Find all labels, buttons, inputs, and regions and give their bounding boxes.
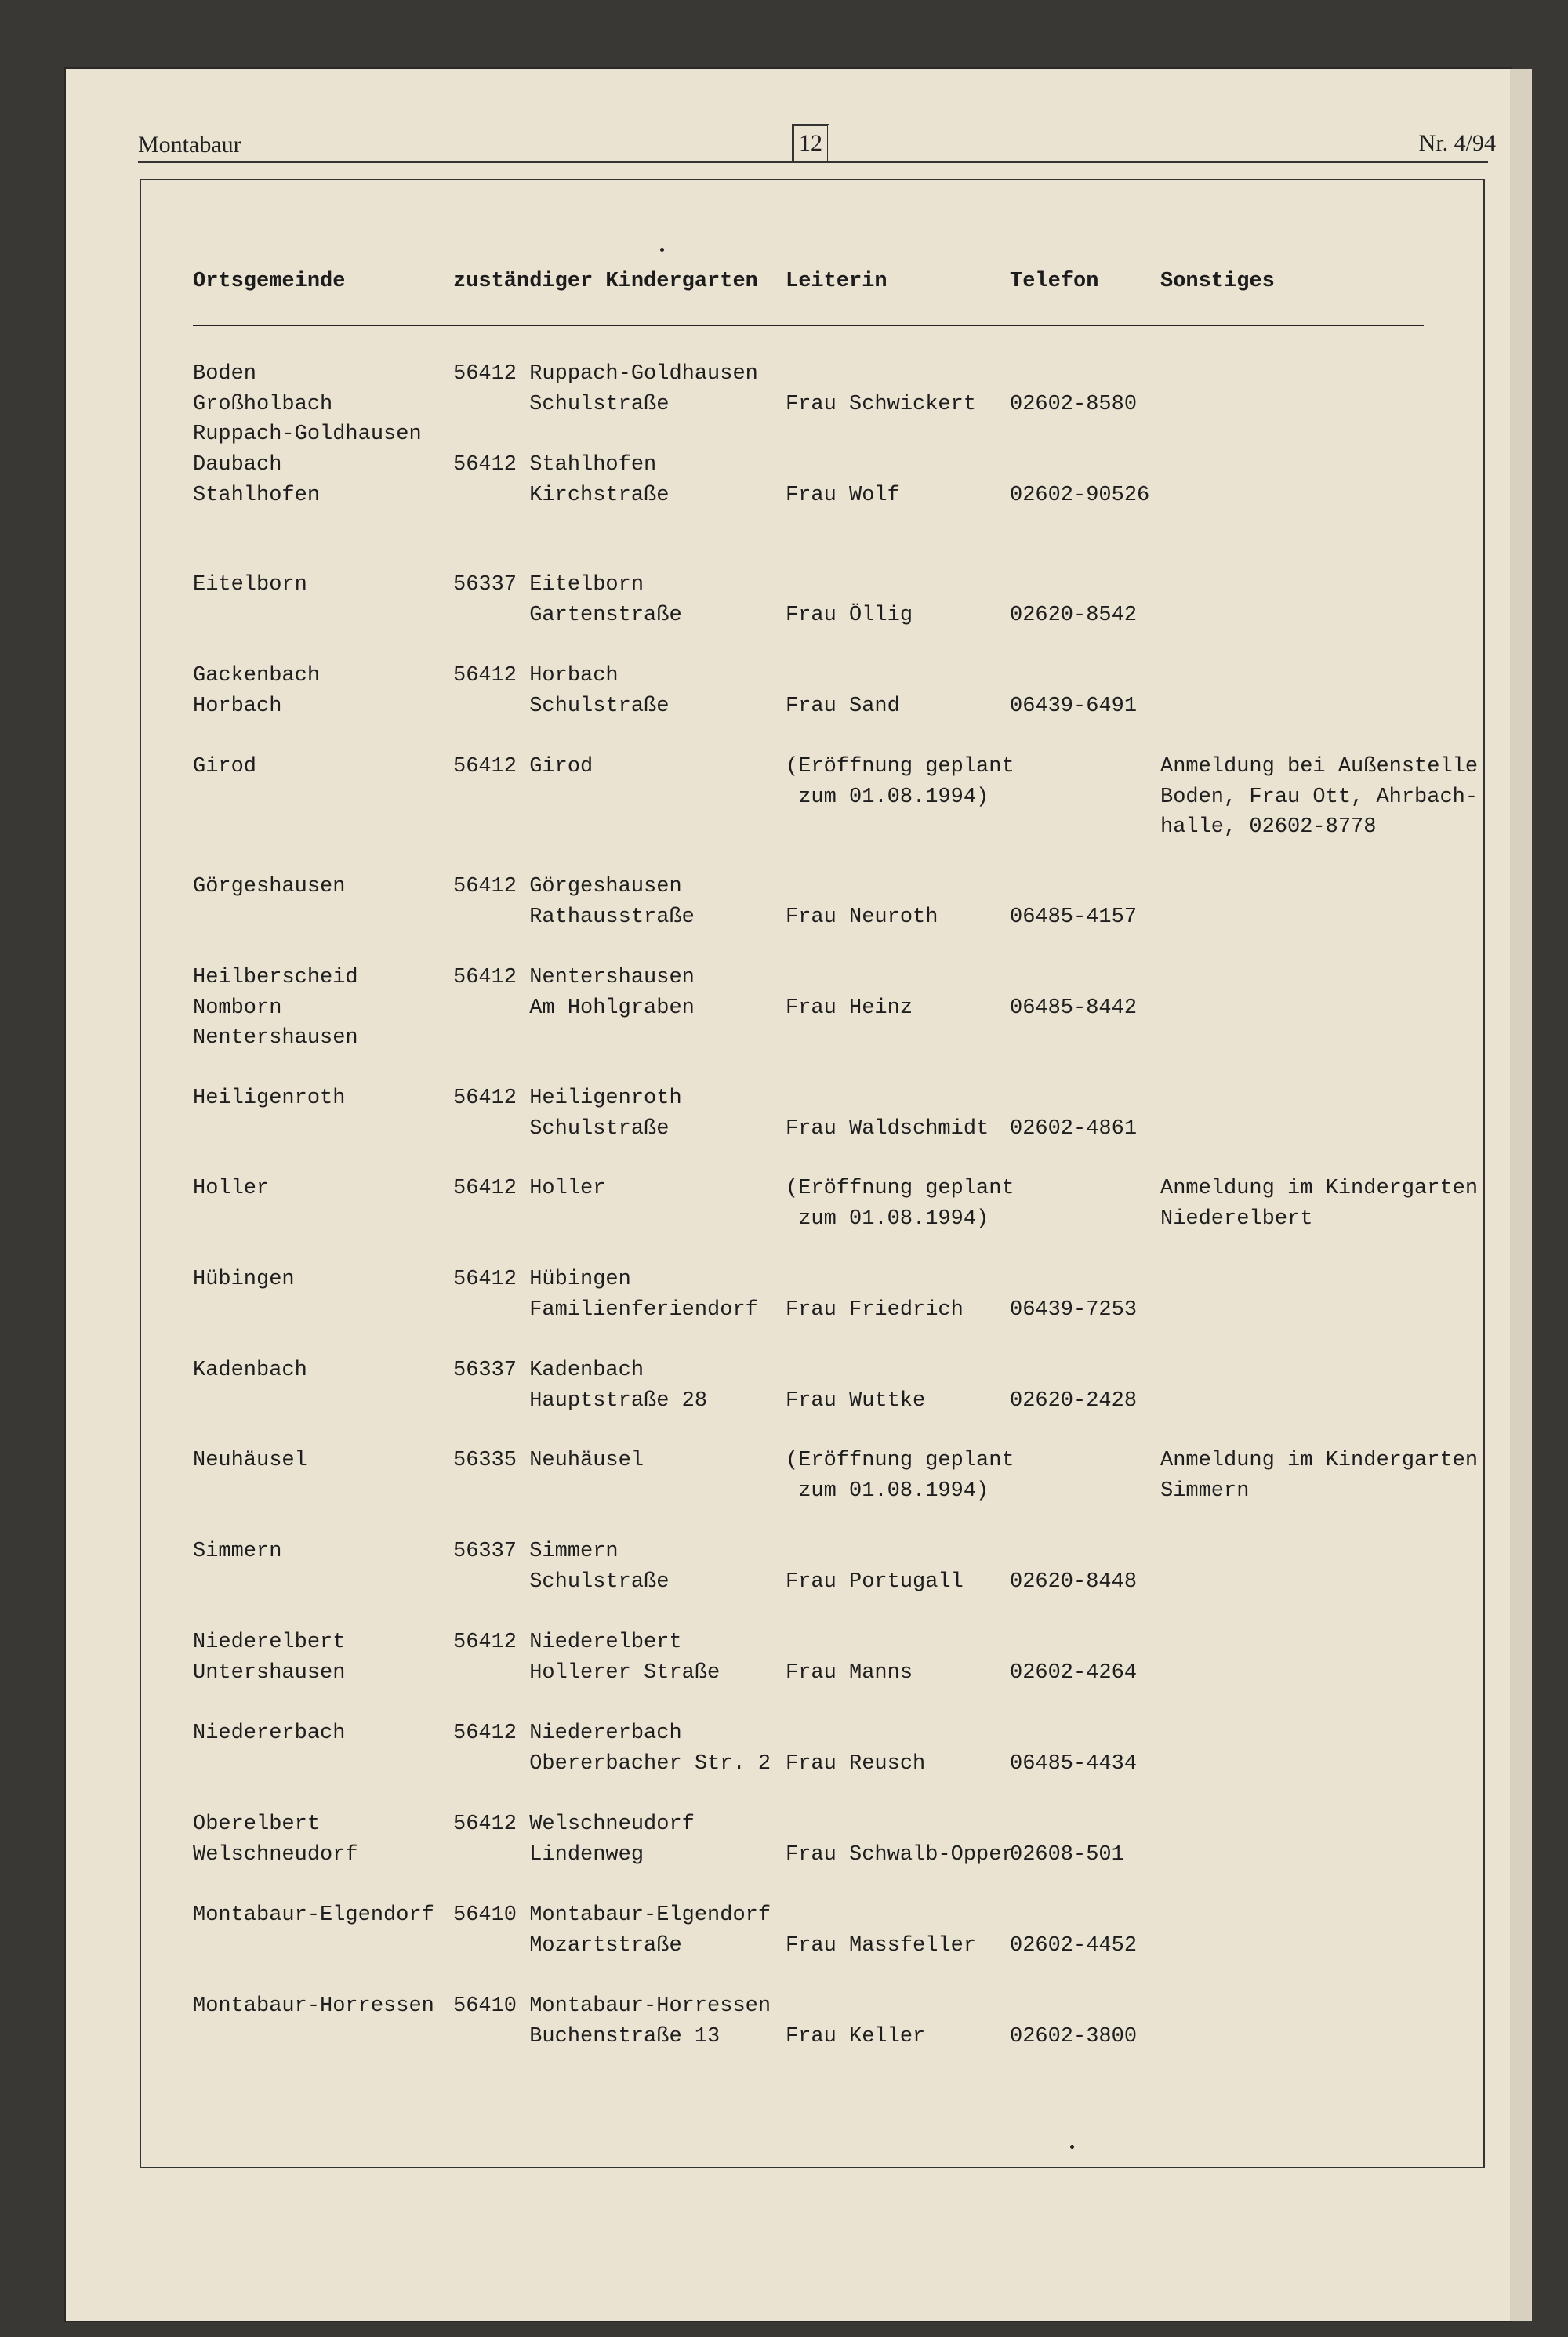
cell-telefon: 02620-2428	[1010, 1388, 1138, 1413]
cell-kiga: 56412 Girod	[453, 755, 593, 778]
cell-leiterin: Frau Heinz	[786, 996, 913, 1020]
cell-leiterin: Frau Wuttke	[786, 1388, 926, 1413]
cell-leiterin: (Eröffnung geplant zum 01.08.1994)	[786, 1449, 1014, 1503]
cell-kiga: 56412 Niedererbach Obererbacher Str. 2	[453, 1722, 771, 1776]
cell-telefon: 02602-4452	[1010, 1933, 1138, 1958]
cell-ort: Eitelborn	[193, 573, 307, 597]
column-header-kindergarten: zuständiger Kindergarten	[453, 270, 758, 293]
header-issue: Nr. 4/94	[1418, 130, 1496, 156]
cell-ort: Heilberscheid Nomborn Nentershausen	[193, 966, 358, 1051]
cell-telefon: 06485-4434	[1010, 1751, 1138, 1776]
cell-leiterin: Frau Sand	[786, 694, 900, 718]
cell-leiterin: Frau Schwalb-Opper	[786, 1842, 1014, 1867]
cell-telefon: 06485-4157	[1010, 905, 1138, 929]
cell-telefon: 02608-501	[1010, 1842, 1124, 1867]
cell-telefon: 02620-8448	[1010, 1569, 1138, 1594]
cell-kiga: 56412 Nentershausen Am Hohlgraben	[453, 966, 695, 1020]
column-header-ortsgemeinde: Ortsgemeinde	[193, 270, 346, 293]
cell-leiterin: Frau Neuroth	[786, 905, 938, 929]
cell-ort: Niedererbach	[193, 1722, 346, 1745]
cell-kiga: 56412 Niederelbert Hollerer Straße	[453, 1631, 720, 1685]
cell-kiga: 56410 Montabaur-Horressen Buchenstraße 13	[453, 1994, 771, 2049]
cell-ort: Heiligenroth	[193, 1087, 346, 1110]
cell-ort: Görgeshausen	[193, 875, 346, 898]
cell-telefon: 06439-7253	[1010, 1297, 1138, 1322]
cell-telefon: 02602-3800	[1010, 2024, 1138, 2049]
cell-leiterin: Frau Wolf	[786, 483, 900, 507]
cell-sonstiges: Anmeldung bei Außenstelle Boden, Frau Ott, Ahrbach- halle, 02602-8778	[1160, 755, 1479, 840]
cell-telefon: 02602-90526	[1010, 483, 1150, 507]
cell-ort: Holler	[193, 1177, 270, 1200]
cell-kiga: 56412 Ruppach-Goldhausen Schulstraße	[453, 362, 758, 416]
header-rule	[138, 161, 1488, 163]
cell-ort: Daubach Stahlhofen	[193, 453, 321, 507]
cell-kiga: 56412 Hübingen Familienferiendorf	[453, 1268, 758, 1322]
cell-ort: Girod	[193, 755, 257, 778]
cell-kiga: 56335 Neuhäusel	[453, 1449, 644, 1472]
cell-ort: Gackenbach Horbach	[193, 664, 321, 718]
cell-ort: Montabaur-Horressen	[193, 1994, 434, 2018]
cell-leiterin: Frau Schwickert	[786, 392, 977, 416]
cell-telefon: 02602-4861	[1010, 1116, 1138, 1141]
cell-leiterin: Frau Portugall	[786, 1569, 964, 1594]
cell-sonstiges: Anmeldung im Kindergarten Niederelbert	[1160, 1177, 1479, 1231]
cell-leiterin: (Eröffnung geplant zum 01.08.1994)	[786, 755, 1014, 809]
speck	[660, 248, 664, 252]
cell-leiterin: (Eröffnung geplant zum 01.08.1994)	[786, 1177, 1014, 1231]
cell-ort: Simmern	[193, 1540, 282, 1563]
cell-leiterin: Frau Friedrich	[786, 1297, 964, 1322]
cell-kiga: 56412 Holler	[453, 1177, 606, 1200]
cell-kiga: 56410 Montabaur-Elgendorf Mozartstraße	[453, 1903, 771, 1958]
cell-ort: Boden Großholbach Ruppach-Goldhausen	[193, 362, 422, 447]
cell-telefon: 02602-8580	[1010, 392, 1138, 416]
column-header-telefon: Telefon	[1010, 270, 1099, 293]
cell-kiga: 56337 Simmern Schulstraße	[453, 1540, 670, 1594]
header-page-number: 12	[792, 124, 829, 163]
cell-kiga: 56337 Kadenbach Hauptstraße 28	[453, 1359, 708, 1413]
cell-leiterin: Frau Keller	[786, 2024, 926, 2049]
cell-ort: Oberelbert Welschneudorf	[193, 1813, 358, 1867]
speck	[1070, 2145, 1074, 2149]
cell-kiga: 56412 Horbach Schulstraße	[453, 664, 670, 718]
cell-telefon: 02602-4264	[1010, 1660, 1138, 1685]
cell-kiga: 56412 Görgeshausen Rathausstraße	[453, 875, 695, 929]
cell-telefon: 06485-8442	[1010, 996, 1138, 1020]
cell-ort: Hübingen	[193, 1268, 295, 1291]
cell-sonstiges: Anmeldung im Kindergarten Simmern	[1160, 1449, 1479, 1503]
cell-leiterin: Frau Manns	[786, 1660, 913, 1685]
cell-ort: Kadenbach	[193, 1359, 307, 1382]
cell-ort: Montabaur-Elgendorf	[193, 1903, 434, 1927]
column-header-rule	[193, 325, 1424, 326]
cell-kiga: 56412 Welschneudorf Lindenweg	[453, 1813, 695, 1867]
cell-leiterin: Frau Massfeller	[786, 1933, 977, 1958]
cell-leiterin: Frau Öllig	[786, 603, 913, 627]
column-header-sonstiges: Sonstiges	[1160, 270, 1275, 293]
cell-kiga: 56412 Stahlhofen Kirchstraße	[453, 453, 670, 507]
cell-leiterin: Frau Reusch	[786, 1751, 926, 1776]
cell-telefon: 02620-8542	[1010, 603, 1138, 627]
cell-ort: Neuhäusel	[193, 1449, 307, 1472]
column-header-leiterin: Leiterin	[786, 270, 887, 293]
cell-kiga: 56337 Eitelborn Gartenstraße	[453, 573, 682, 627]
cell-telefon: 06439-6491	[1010, 694, 1138, 718]
header-place: Montabaur	[138, 132, 241, 158]
cell-kiga: 56412 Heiligenroth Schulstraße	[453, 1087, 682, 1141]
cell-ort: Niederelbert Untershausen	[193, 1631, 346, 1685]
page-edge	[1510, 69, 1532, 2321]
cell-leiterin: Frau Waldschmidt	[786, 1116, 989, 1141]
